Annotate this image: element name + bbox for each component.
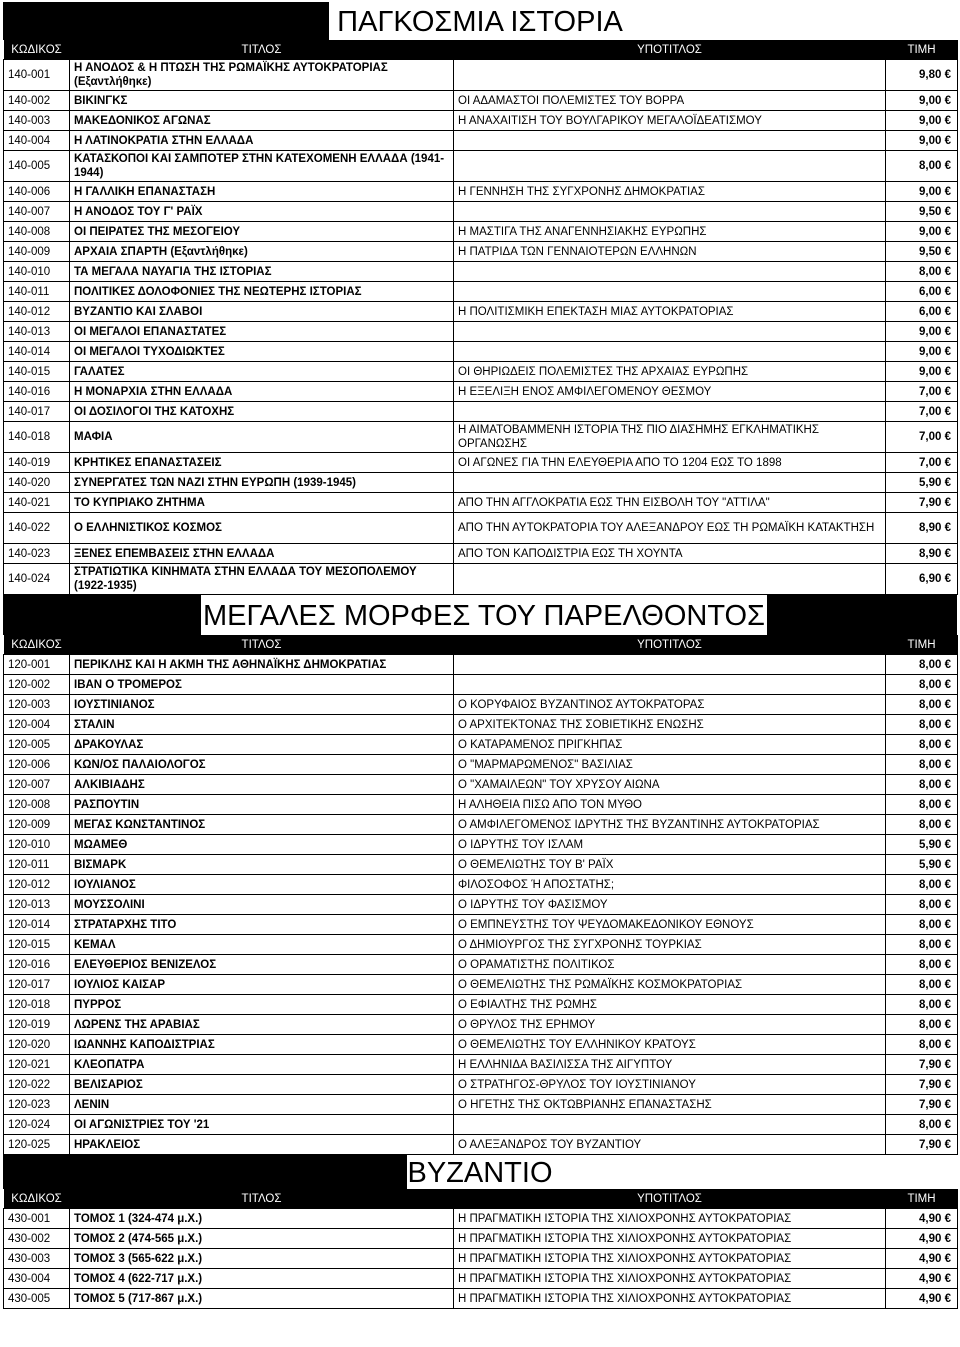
row-title: ΤΟΜΟΣ 4 (622-717 μ.Χ.) bbox=[70, 1269, 454, 1289]
table-row bbox=[4, 111, 958, 131]
table-row bbox=[4, 222, 958, 242]
row-title: ΕΛΕΥΘΕΡΙΟΣ ΒΕΝΙΖΕΛΟΣ bbox=[70, 955, 454, 975]
header-code: ΚΩΔΙΚΟΣ bbox=[4, 635, 70, 655]
table-row bbox=[4, 282, 958, 302]
row-price: 6,00 € bbox=[886, 282, 958, 302]
row-subtitle: Ο ΘΕΜΕΛΙΩΤΗΣ ΤΟΥ Β' ΡΑΪΧ bbox=[454, 855, 886, 875]
row-price: 8,00 € bbox=[886, 895, 958, 915]
row-title: ΚΕΜΑΛ bbox=[70, 935, 454, 955]
table-row bbox=[4, 755, 958, 775]
row-subtitle: Ο ΔΗΜΙΟΥΡΓΟΣ ΤΗΣ ΣΥΓΧΡΟΝΗΣ ΤΟΥΡΚΙΑΣ bbox=[454, 935, 886, 955]
row-code: 120-014 bbox=[4, 915, 70, 935]
price-list bbox=[3, 0, 957, 1309]
row-title: ΟΙ ΑΓΩΝΙΣΤΡΙΕΣ ΤΟΥ '21 bbox=[70, 1115, 454, 1135]
table-row bbox=[4, 995, 958, 1015]
row-price: 8,00 € bbox=[886, 955, 958, 975]
row-title: ΤΟΜΟΣ 3 (565-622 μ.Χ.) bbox=[70, 1249, 454, 1269]
row-subtitle: Η ΠΟΛΙΤΙΣΜΙΚΗ ΕΠΕΚΤΑΣΗ ΜΙΑΣ ΑΥΤΟΚΡΑΤΟΡΙΑΣ bbox=[454, 302, 886, 322]
row-price: 7,90 € bbox=[886, 493, 958, 513]
row-price: 8,00 € bbox=[886, 975, 958, 995]
row-subtitle: Ο ΚΟΡΥΦΑΙΟΣ ΒΥΖΑΝΤΙΝΟΣ ΑΥΤΟΚΡΑΤΟΡΑΣ bbox=[454, 695, 886, 715]
table-row bbox=[4, 935, 958, 955]
row-title: ΟΙ ΜΕΓΑΛΟΙ ΕΠΑΝΑΣΤΑΤΕΣ bbox=[70, 322, 454, 342]
row-price: 4,90 € bbox=[886, 1209, 958, 1229]
section-2-title: ΜΕΓΑΛΕΣ ΜΟΡΦΕΣ ΤΟΥ ΠΑΡΕΛΘΟΝΤΟΣ bbox=[202, 600, 765, 632]
row-subtitle: Ο "ΜΑΡΜΑΡΩΜΕΝΟΣ" ΒΑΣΙΛΙΑΣ bbox=[454, 755, 886, 775]
row-subtitle: Ο ΕΦΙΑΛΤΗΣ ΤΗΣ ΡΩΜΗΣ bbox=[454, 995, 886, 1015]
table-row bbox=[4, 564, 958, 595]
row-code: 140-019 bbox=[4, 453, 70, 473]
table-row bbox=[4, 1055, 958, 1075]
row-price: 5,90 € bbox=[886, 473, 958, 493]
row-title: ΙΟΥΛΙΟΣ ΚΑΙΣΑΡ bbox=[70, 975, 454, 995]
row-title: ΣΥΝΕΡΓΑΤΕΣ ΤΩΝ ΝΑΖΙ ΣΤΗΝ ΕΥΡΩΠΗ (1939-1945) bbox=[70, 473, 454, 493]
row-code: 430-004 bbox=[4, 1269, 70, 1289]
row-code: 140-016 bbox=[4, 382, 70, 402]
row-code: 120-003 bbox=[4, 695, 70, 715]
table-row bbox=[4, 1269, 958, 1289]
section-title-great-figures bbox=[3, 595, 957, 635]
row-code: 140-010 bbox=[4, 262, 70, 282]
header-title: ΤΙΤΛΟΣ bbox=[70, 1189, 454, 1209]
row-price: 9,00 € bbox=[886, 91, 958, 111]
row-price: 8,00 € bbox=[886, 655, 958, 675]
table-row bbox=[4, 131, 958, 151]
row-title: ΚΩΝ/ΟΣ ΠΑΛΑΙΟΛΟΓΟΣ bbox=[70, 755, 454, 775]
row-code: 430-001 bbox=[4, 1209, 70, 1229]
row-title: ΤΟΜΟΣ 2 (474-565 μ.Χ.) bbox=[70, 1229, 454, 1249]
row-price: 4,90 € bbox=[886, 1269, 958, 1289]
row-subtitle: Η ΑΛΗΘΕΙΑ ΠΙΣΩ ΑΠΟ ΤΟΝ ΜΥΘΟ bbox=[454, 795, 886, 815]
row-subtitle: ΟΙ ΑΓΩΝΕΣ ΓΙΑ ΤΗΝ ΕΛΕΥΘΕΡΙΑ ΑΠΟ ΤΟ 1204 ΕΩΣ ΤΟ 1898 bbox=[454, 453, 886, 473]
row-title: ΙΒΑΝ Ο ΤΡΟΜΕΡΟΣ bbox=[70, 675, 454, 695]
table-row bbox=[4, 695, 958, 715]
row-title: ΠΥΡΡΟΣ bbox=[70, 995, 454, 1015]
section-3-rows bbox=[4, 1209, 958, 1309]
row-price: 7,00 € bbox=[886, 382, 958, 402]
row-code: 120-019 bbox=[4, 1015, 70, 1035]
row-code: 120-012 bbox=[4, 875, 70, 895]
row-subtitle bbox=[454, 402, 886, 422]
row-title: ΓΑΛΑΤΕΣ bbox=[70, 362, 454, 382]
row-code: 140-001 bbox=[4, 60, 70, 91]
table-row bbox=[4, 473, 958, 493]
row-title: ΙΟΥΣΤΙΝΙΑΝΟΣ bbox=[70, 695, 454, 715]
row-price: 8,00 € bbox=[886, 915, 958, 935]
row-price: 8,00 € bbox=[886, 935, 958, 955]
row-price: 4,90 € bbox=[886, 1249, 958, 1269]
row-price: 7,00 € bbox=[886, 453, 958, 473]
row-subtitle: Η ΠΑΤΡΙΔΑ ΤΩΝ ΓΕΝΝΑΙΟΤΕΡΩΝ ΕΛΛΗΝΩΝ bbox=[454, 242, 886, 262]
row-subtitle bbox=[454, 473, 886, 493]
row-title: ΟΙ ΔΟΣΙΛΟΓΟΙ ΤΗΣ ΚΑΤΟΧΗΣ bbox=[70, 402, 454, 422]
table-row bbox=[4, 675, 958, 695]
table-row bbox=[4, 60, 958, 91]
row-code: 140-023 bbox=[4, 544, 70, 564]
row-price: 6,90 € bbox=[886, 564, 958, 595]
row-code: 140-003 bbox=[4, 111, 70, 131]
header-title: ΤΙΤΛΟΣ bbox=[70, 635, 454, 655]
row-subtitle: Η ΓΕΝΝΗΣΗ ΤΗΣ ΣΥΓΧΡΟΝΗΣ ΔΗΜΟΚΡΑΤΙΑΣ bbox=[454, 182, 886, 202]
row-subtitle bbox=[454, 151, 886, 182]
row-subtitle: Η ΑΝΑΧΑΙΤΙΣΗ ΤΟΥ ΒΟΥΛΓΑΡΙΚΟΥ ΜΕΓΑΛΟΪΔΕΑΤΙΣΜΟΥ bbox=[454, 111, 886, 131]
row-title: Η ΑΝΟΔΟΣ & Η ΠΤΩΣΗ ΤΗΣ ΡΩΜΑΪΚΗΣ ΑΥΤΟΚΡΑΤΟΡΙΑΣ (Εξαντλήθηκε) bbox=[70, 60, 454, 91]
row-subtitle: ΑΠΟ ΤΗΝ ΑΥΤΟΚΡΑΤΟΡΙΑ ΤΟΥ ΑΛΕΞΑΝΔΡΟΥ ΕΩΣ ΤΗ ΡΩΜΑΪΚΗ ΚΑΤΑΚΤΗΣΗ bbox=[454, 513, 886, 544]
row-price: 8,90 € bbox=[886, 513, 958, 544]
row-code: 140-008 bbox=[4, 222, 70, 242]
row-subtitle: Ο ΗΓΕΤΗΣ ΤΗΣ ΟΚΤΩΒΡΙΑΝΗΣ ΕΠΑΝΑΣΤΑΣΗΣ bbox=[454, 1095, 886, 1115]
row-subtitle: Ο ΘΕΜΕΛΙΩΤΗΣ ΤΟΥ ΕΛΛΗΝΙΚΟΥ ΚΡΑΤΟΥΣ bbox=[454, 1035, 886, 1055]
row-price: 8,00 € bbox=[886, 1115, 958, 1135]
row-title: ΜΩΑΜΕΘ bbox=[70, 835, 454, 855]
row-code: 120-018 bbox=[4, 995, 70, 1015]
table-row bbox=[4, 895, 958, 915]
table-row bbox=[4, 1135, 958, 1155]
row-subtitle: Ο ΑΛΕΞΑΝΔΡΟΣ ΤΟΥ ΒΥΖΑΝΤΙΟΥ bbox=[454, 1135, 886, 1155]
row-title: ΒΙΣΜΑΡΚ bbox=[70, 855, 454, 875]
table-header bbox=[4, 40, 958, 60]
row-title: ΤΟΜΟΣ 1 (324-474 μ.Χ.) bbox=[70, 1209, 454, 1229]
row-subtitle: Η ΠΡΑΓΜΑΤΙΚΗ ΙΣΤΟΡΙΑ ΤΗΣ ΧΙΛΙΟΧΡΟΝΗΣ ΑΥΤΟΚΡΑΤΟΡΙΑΣ bbox=[454, 1209, 886, 1229]
section-1-title: ΠΑΓΚΟΣΜΙΑ ΙΣΤΟΡΙΑ bbox=[337, 6, 623, 38]
row-price: 4,90 € bbox=[886, 1229, 958, 1249]
row-subtitle: Ο ΟΡΑΜΑΤΙΣΤΗΣ ΠΟΛΙΤΙΚΟΣ bbox=[454, 955, 886, 975]
row-subtitle bbox=[454, 342, 886, 362]
table-row bbox=[4, 1229, 958, 1249]
row-title: ΔΡΑΚΟΥΛΑΣ bbox=[70, 735, 454, 755]
row-price: 8,00 € bbox=[886, 755, 958, 775]
row-title: ΜΟΥΣΣΟΛΙΝΙ bbox=[70, 895, 454, 915]
table-row bbox=[4, 182, 958, 202]
row-code: 140-002 bbox=[4, 91, 70, 111]
row-price: 8,00 € bbox=[886, 1015, 958, 1035]
row-price: 9,80 € bbox=[886, 60, 958, 91]
header-subtitle: ΥΠΟΤΙΤΛΟΣ bbox=[454, 40, 886, 60]
row-price: 8,00 € bbox=[886, 735, 958, 755]
row-code: 430-003 bbox=[4, 1249, 70, 1269]
section-2-rows bbox=[4, 655, 958, 1155]
section-title-world-history bbox=[3, 2, 957, 40]
row-code: 120-025 bbox=[4, 1135, 70, 1155]
header-code: ΚΩΔΙΚΟΣ bbox=[4, 1189, 70, 1209]
table-row bbox=[4, 975, 958, 995]
table-row bbox=[4, 1289, 958, 1309]
table-row bbox=[4, 493, 958, 513]
row-code: 140-009 bbox=[4, 242, 70, 262]
row-subtitle: Ο ΕΜΠΝΕΥΣΤΗΣ ΤΟΥ ΨΕΥΔΟΜΑΚΕΔΟΝΙΚΟΥ ΕΘΝΟΥΣ bbox=[454, 915, 886, 935]
row-price: 9,00 € bbox=[886, 342, 958, 362]
row-code: 120-016 bbox=[4, 955, 70, 975]
table-row bbox=[4, 655, 958, 675]
row-price: 8,00 € bbox=[886, 262, 958, 282]
row-title: ΞΕΝΕΣ ΕΠΕΜΒΑΣΕΙΣ ΣΤΗΝ ΕΛΛΑΔΑ bbox=[70, 544, 454, 564]
row-title: Η ΓΑΛΛΙΚΗ ΕΠΑΝΑΣΤΑΣΗ bbox=[70, 182, 454, 202]
row-subtitle: ΟΙ ΑΔΑΜΑΣΤΟΙ ΠΟΛΕΜΙΣΤΕΣ ΤΟΥ ΒΟΡΡΑ bbox=[454, 91, 886, 111]
row-subtitle: Ο ΙΔΡΥΤΗΣ ΤΟΥ ΦΑΣΙΣΜΟΥ bbox=[454, 895, 886, 915]
table-row bbox=[4, 513, 958, 544]
row-price: 7,90 € bbox=[886, 1055, 958, 1075]
row-code: 140-021 bbox=[4, 493, 70, 513]
row-subtitle: Η ΕΞΕΛΙΞΗ ΕΝΟΣ ΑΜΦΙΛΕΓΟΜΕΝΟΥ ΘΕΣΜΟΥ bbox=[454, 382, 886, 402]
row-title: ΠΕΡΙΚΛΗΣ ΚΑΙ Η ΑΚΜΗ ΤΗΣ ΑΘΗΝΑΪΚΗΣ ΔΗΜΟΚΡΑΤΙΑΣ bbox=[70, 655, 454, 675]
row-price: 9,00 € bbox=[886, 222, 958, 242]
row-subtitle bbox=[454, 131, 886, 151]
row-title: ΚΡΗΤΙΚΕΣ ΕΠΑΝΑΣΤΑΣΕΙΣ bbox=[70, 453, 454, 473]
section-2-table bbox=[3, 635, 958, 1155]
row-code: 140-022 bbox=[4, 513, 70, 544]
row-price: 5,90 € bbox=[886, 855, 958, 875]
row-title: ΛΕΝΙΝ bbox=[70, 1095, 454, 1115]
row-title: Η ΛΑΤΙΝΟΚΡΑΤΙΑ ΣΤΗΝ ΕΛΛΑΔΑ bbox=[70, 131, 454, 151]
row-price: 8,00 € bbox=[886, 995, 958, 1015]
table-row bbox=[4, 1035, 958, 1055]
table-row bbox=[4, 262, 958, 282]
row-price: 8,00 € bbox=[886, 875, 958, 895]
row-price: 8,00 € bbox=[886, 815, 958, 835]
row-title: ΙΟΥΛΙΑΝΟΣ bbox=[70, 875, 454, 895]
row-title: Ο ΕΛΛΗΝΙΣΤΙΚΟΣ ΚΟΣΜΟΣ bbox=[70, 513, 454, 544]
row-price: 8,00 € bbox=[886, 715, 958, 735]
row-price: 7,90 € bbox=[886, 1095, 958, 1115]
table-row bbox=[4, 382, 958, 402]
row-code: 140-024 bbox=[4, 564, 70, 595]
row-code: 140-013 bbox=[4, 322, 70, 342]
table-row bbox=[4, 735, 958, 755]
row-subtitle: Η ΠΡΑΓΜΑΤΙΚΗ ΙΣΤΟΡΙΑ ΤΗΣ ΧΙΛΙΟΧΡΟΝΗΣ ΑΥΤΟΚΡΑΤΟΡΙΑΣ bbox=[454, 1249, 886, 1269]
row-code: 140-012 bbox=[4, 302, 70, 322]
row-code: 120-005 bbox=[4, 735, 70, 755]
section-3-title: ΒΥΖΑΝΤΙΟ bbox=[407, 1157, 553, 1189]
table-row bbox=[4, 422, 958, 453]
header-price: ΤΙΜΗ bbox=[886, 1189, 958, 1209]
row-title: ΜΑΦΙΑ bbox=[70, 422, 454, 453]
row-price: 8,00 € bbox=[886, 151, 958, 182]
row-subtitle: Η ΜΑΣΤΙΓΑ ΤΗΣ ΑΝΑΓΕΝΝΗΣΙΑΚΗΣ ΕΥΡΩΠΗΣ bbox=[454, 222, 886, 242]
header-title: ΤΙΤΛΟΣ bbox=[70, 40, 454, 60]
header-code: ΚΩΔΙΚΟΣ bbox=[4, 40, 70, 60]
row-title: ΣΤΡΑΤΑΡΧΗΣ ΤΙΤΟ bbox=[70, 915, 454, 935]
table-row bbox=[4, 1095, 958, 1115]
row-subtitle bbox=[454, 675, 886, 695]
row-subtitle: Η ΠΡΑΓΜΑΤΙΚΗ ΙΣΤΟΡΙΑ ΤΗΣ ΧΙΛΙΟΧΡΟΝΗΣ ΑΥΤΟΚΡΑΤΟΡΙΑΣ bbox=[454, 1269, 886, 1289]
table-row bbox=[4, 775, 958, 795]
row-subtitle bbox=[454, 655, 886, 675]
row-price: 8,00 € bbox=[886, 775, 958, 795]
header-subtitle: ΥΠΟΤΙΤΛΟΣ bbox=[454, 635, 886, 655]
row-title: ΑΛΚΙΒΙΑΔΗΣ bbox=[70, 775, 454, 795]
table-row bbox=[4, 715, 958, 735]
row-title: ΗΡΑΚΛΕΙΟΣ bbox=[70, 1135, 454, 1155]
section-1-table bbox=[3, 40, 958, 595]
table-row bbox=[4, 835, 958, 855]
row-code: 120-009 bbox=[4, 815, 70, 835]
row-subtitle bbox=[454, 322, 886, 342]
row-code: 120-004 bbox=[4, 715, 70, 735]
row-subtitle: Η ΑΙΜΑΤΟΒΑΜΜΕΝΗ ΙΣΤΟΡΙΑ ΤΗΣ ΠΙΟ ΔΙΑΣΗΜΗΣ ΕΓΚΛΗΜΑΤΙΚΗΣ ΟΡΓΑΝΩΣΗΣ bbox=[454, 422, 886, 453]
row-title: ΤΑ ΜΕΓΑΛΑ ΝΑΥΑΓΙΑ ΤΗΣ ΙΣΤΟΡΙΑΣ bbox=[70, 262, 454, 282]
row-code: 120-011 bbox=[4, 855, 70, 875]
row-code: 140-015 bbox=[4, 362, 70, 382]
row-code: 120-020 bbox=[4, 1035, 70, 1055]
table-row bbox=[4, 1249, 958, 1269]
row-price: 6,00 € bbox=[886, 302, 958, 322]
table-row bbox=[4, 91, 958, 111]
row-title: ΒΕΛΙΣΑΡΙΟΣ bbox=[70, 1075, 454, 1095]
row-price: 5,90 € bbox=[886, 835, 958, 855]
row-price: 7,90 € bbox=[886, 1135, 958, 1155]
table-row bbox=[4, 955, 958, 975]
row-subtitle: Η ΠΡΑΓΜΑΤΙΚΗ ΙΣΤΟΡΙΑ ΤΗΣ ΧΙΛΙΟΧΡΟΝΗΣ ΑΥΤΟΚΡΑΤΟΡΙΑΣ bbox=[454, 1229, 886, 1249]
table-row bbox=[4, 815, 958, 835]
row-subtitle: Ο "ΧΑΜΑΙΛΕΩΝ" ΤΟΥ ΧΡΥΣΟΥ ΑΙΩΝΑ bbox=[454, 775, 886, 795]
row-price: 8,00 € bbox=[886, 795, 958, 815]
table-row bbox=[4, 402, 958, 422]
table-row bbox=[4, 151, 958, 182]
row-price: 9,00 € bbox=[886, 182, 958, 202]
row-subtitle: Ο ΘΡΥΛΟΣ ΤΗΣ ΕΡΗΜΟΥ bbox=[454, 1015, 886, 1035]
header-price: ΤΙΜΗ bbox=[886, 635, 958, 655]
table-row bbox=[4, 242, 958, 262]
row-price: 4,90 € bbox=[886, 1289, 958, 1309]
row-price: 9,50 € bbox=[886, 242, 958, 262]
row-title: ΑΡΧΑΙΑ ΣΠΑΡΤΗ (Εξαντλήθηκε) bbox=[70, 242, 454, 262]
row-subtitle bbox=[454, 60, 886, 91]
row-code: 120-017 bbox=[4, 975, 70, 995]
row-code: 140-005 bbox=[4, 151, 70, 182]
section-1-rows bbox=[4, 60, 958, 595]
row-code: 140-011 bbox=[4, 282, 70, 302]
row-subtitle bbox=[454, 564, 886, 595]
table-row bbox=[4, 544, 958, 564]
row-price: 9,00 € bbox=[886, 362, 958, 382]
row-title: ΒΙΚΙΝΓΚΣ bbox=[70, 91, 454, 111]
header-subtitle: ΥΠΟΤΙΤΛΟΣ bbox=[454, 1189, 886, 1209]
table-row bbox=[4, 342, 958, 362]
row-price: 7,90 € bbox=[886, 1075, 958, 1095]
row-subtitle: Η ΕΛΛΗΝΙΔΑ ΒΑΣΙΛΙΣΣΑ ΤΗΣ ΑΙΓΥΠΤΟΥ bbox=[454, 1055, 886, 1075]
row-code: 120-007 bbox=[4, 775, 70, 795]
table-row bbox=[4, 1015, 958, 1035]
row-title: ΡΑΣΠΟΥΤΙΝ bbox=[70, 795, 454, 815]
table-row bbox=[4, 202, 958, 222]
row-title: ΣΤΑΛΙΝ bbox=[70, 715, 454, 735]
row-code: 140-020 bbox=[4, 473, 70, 493]
row-code: 120-001 bbox=[4, 655, 70, 675]
row-subtitle: ΑΠΟ ΤΟΝ ΚΑΠΟΔΙΣΤΡΙΑ ΕΩΣ ΤΗ ΧΟΥΝΤΑ bbox=[454, 544, 886, 564]
table-row bbox=[4, 302, 958, 322]
row-price: 8,00 € bbox=[886, 695, 958, 715]
row-code: 430-005 bbox=[4, 1289, 70, 1309]
row-code: 140-018 bbox=[4, 422, 70, 453]
row-code: 140-006 bbox=[4, 182, 70, 202]
row-code: 430-002 bbox=[4, 1229, 70, 1249]
table-row bbox=[4, 1115, 958, 1135]
row-price: 9,50 € bbox=[886, 202, 958, 222]
table-row bbox=[4, 855, 958, 875]
row-code: 120-006 bbox=[4, 755, 70, 775]
row-title: ΒΥΖΑΝΤΙΟ ΚΑΙ ΣΛΑΒΟΙ bbox=[70, 302, 454, 322]
row-code: 120-015 bbox=[4, 935, 70, 955]
section-title-byzantium bbox=[3, 1155, 957, 1189]
row-subtitle: Ο ΑΡΧΙΤΕΚΤΟΝΑΣ ΤΗΣ ΣΟΒΙΕΤΙΚΗΣ ΕΝΩΣΗΣ bbox=[454, 715, 886, 735]
row-subtitle: Ο ΚΑΤΑΡΑΜΕΝΟΣ ΠΡΙΓΚΗΠΑΣ bbox=[454, 735, 886, 755]
row-title: ΚΛΕΟΠΑΤΡΑ bbox=[70, 1055, 454, 1075]
row-title: ΤΟΜΟΣ 5 (717-867 μ.Χ.) bbox=[70, 1289, 454, 1309]
row-price: 9,00 € bbox=[886, 322, 958, 342]
row-code: 120-021 bbox=[4, 1055, 70, 1075]
row-subtitle bbox=[454, 262, 886, 282]
row-price: 8,00 € bbox=[886, 675, 958, 695]
table-row bbox=[4, 322, 958, 342]
header-price: ΤΙΜΗ bbox=[886, 40, 958, 60]
row-code: 140-017 bbox=[4, 402, 70, 422]
row-code: 120-024 bbox=[4, 1115, 70, 1135]
table-row bbox=[4, 1075, 958, 1095]
row-title: ΙΩΑΝΝΗΣ ΚΑΠΟΔΙΣΤΡΙΑΣ bbox=[70, 1035, 454, 1055]
row-code: 120-008 bbox=[4, 795, 70, 815]
row-price: 7,00 € bbox=[886, 422, 958, 453]
row-code: 140-007 bbox=[4, 202, 70, 222]
row-subtitle: Ο ΣΤΡΑΤΗΓΟΣ-ΘΡΥΛΟΣ ΤΟΥ ΙΟΥΣΤΙΝΙΑΝΟΥ bbox=[454, 1075, 886, 1095]
table-row bbox=[4, 875, 958, 895]
row-price: 7,00 € bbox=[886, 402, 958, 422]
table-row bbox=[4, 453, 958, 473]
row-price: 9,00 € bbox=[886, 131, 958, 151]
table-row bbox=[4, 915, 958, 935]
row-code: 120-022 bbox=[4, 1075, 70, 1095]
row-title: Η ΜΟΝΑΡΧΙΑ ΣΤΗΝ ΕΛΛΑΔΑ bbox=[70, 382, 454, 402]
table-row bbox=[4, 795, 958, 815]
row-subtitle: ΦΙΛΟΣΟΦΟΣ Ή ΑΠΟΣΤΑΤΗΣ; bbox=[454, 875, 886, 895]
row-code: 120-023 bbox=[4, 1095, 70, 1115]
row-title: ΟΙ ΜΕΓΑΛΟΙ ΤΥΧΟΔΙΩΚΤΕΣ bbox=[70, 342, 454, 362]
row-title: ΜΑΚΕΔΟΝΙΚΟΣ ΑΓΩΝΑΣ bbox=[70, 111, 454, 131]
row-code: 140-014 bbox=[4, 342, 70, 362]
row-price: 9,00 € bbox=[886, 111, 958, 131]
row-code: 120-013 bbox=[4, 895, 70, 915]
row-title: ΤΟ ΚΥΠΡΙΑΚΟ ΖΗΤΗΜΑ bbox=[70, 493, 454, 513]
row-subtitle bbox=[454, 282, 886, 302]
row-subtitle: Ο ΑΜΦΙΛΕΓΟΜΕΝΟΣ ΙΔΡΥΤΗΣ ΤΗΣ ΒΥΖΑΝΤΙΝΗΣ ΑΥΤΟΚΡΑΤΟΡΙΑΣ bbox=[454, 815, 886, 835]
row-title: ΛΩΡΕΝΣ ΤΗΣ ΑΡΑΒΙΑΣ bbox=[70, 1015, 454, 1035]
table-header bbox=[4, 635, 958, 655]
row-title: Η ΑΝΟΔΟΣ ΤΟΥ Γ' ΡΑΪΧ bbox=[70, 202, 454, 222]
row-title: ΠΟΛΙΤΙΚΕΣ ΔΟΛΟΦΟΝΙΕΣ ΤΗΣ ΝΕΩΤΕΡΗΣ ΙΣΤΟΡΙΑΣ bbox=[70, 282, 454, 302]
row-subtitle bbox=[454, 202, 886, 222]
row-subtitle bbox=[454, 1115, 886, 1135]
section-3-table bbox=[3, 1189, 958, 1309]
table-row bbox=[4, 362, 958, 382]
row-title: ΟΙ ΠΕΙΡΑΤΕΣ ΤΗΣ ΜΕΣΟΓΕΙΟΥ bbox=[70, 222, 454, 242]
table-row bbox=[4, 1209, 958, 1229]
row-subtitle: Ο ΙΔΡΥΤΗΣ ΤΟΥ ΙΣΛΑΜ bbox=[454, 835, 886, 855]
row-subtitle: ΟΙ ΘΗΡΙΩΔΕΙΣ ΠΟΛΕΜΙΣΤΕΣ ΤΗΣ ΑΡΧΑΙΑΣ ΕΥΡΩΠΗΣ bbox=[454, 362, 886, 382]
row-title: ΜΕΓΑΣ ΚΩΝΣΤΑΝΤΙΝΟΣ bbox=[70, 815, 454, 835]
row-subtitle: Ο ΘΕΜΕΛΙΩΤΗΣ ΤΗΣ ΡΩΜΑΪΚΗΣ ΚΟΣΜΟΚΡΑΤΟΡΙΑΣ bbox=[454, 975, 886, 995]
row-price: 8,00 € bbox=[886, 1035, 958, 1055]
row-code: 120-002 bbox=[4, 675, 70, 695]
row-code: 120-010 bbox=[4, 835, 70, 855]
row-subtitle: Η ΠΡΑΓΜΑΤΙΚΗ ΙΣΤΟΡΙΑ ΤΗΣ ΧΙΛΙΟΧΡΟΝΗΣ ΑΥΤΟΚΡΑΤΟΡΙΑΣ bbox=[454, 1289, 886, 1309]
row-title: ΚΑΤΑΣΚΟΠΟΙ ΚΑΙ ΣΑΜΠΟΤΕΡ ΣΤΗΝ ΚΑΤΕΧΟΜΕΝΗ ΕΛΛΑΔΑ (1941-1944) bbox=[70, 151, 454, 182]
row-subtitle: ΑΠΟ ΤΗΝ ΑΓΓΛΟΚΡΑΤΙΑ ΕΩΣ ΤΗΝ ΕΙΣΒΟΛΗ ΤΟΥ "ΑΤΤΙΛΑ" bbox=[454, 493, 886, 513]
row-price: 8,90 € bbox=[886, 544, 958, 564]
row-title: ΣΤΡΑΤΙΩΤΙΚΑ ΚΙΝΗΜΑΤΑ ΣΤΗΝ ΕΛΛΑΔΑ ΤΟΥ ΜΕΣΟΠΟΛΕΜΟΥ (1922-1935) bbox=[70, 564, 454, 595]
row-code: 140-004 bbox=[4, 131, 70, 151]
